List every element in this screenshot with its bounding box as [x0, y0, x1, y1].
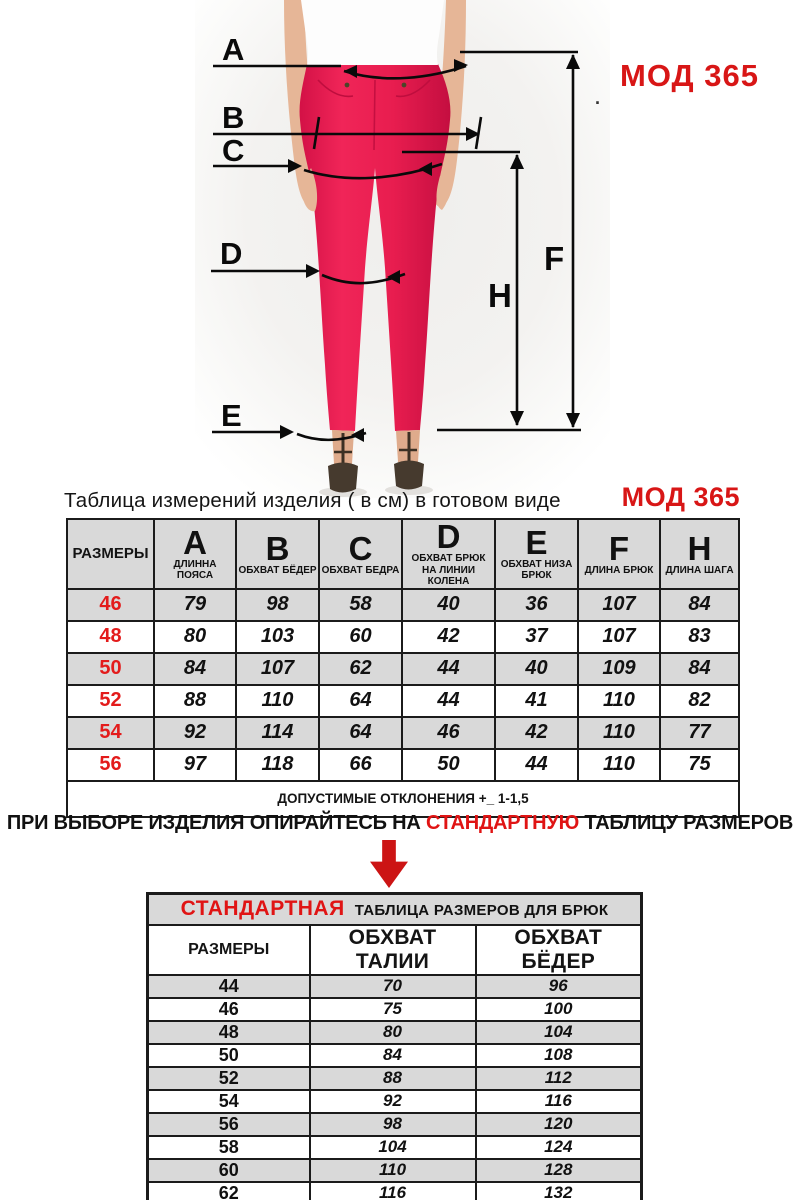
- rivet: [345, 83, 350, 88]
- waist-cell: 84: [310, 1044, 476, 1067]
- value-cell: 37: [495, 621, 578, 653]
- table-row: [148, 1021, 642, 1044]
- value-cell: 107: [236, 653, 319, 685]
- column-header-e: [495, 519, 578, 589]
- hips-cell: 120: [476, 1113, 642, 1136]
- table-row: [148, 1090, 642, 1113]
- label-a: A: [222, 32, 245, 67]
- advice-line: [0, 812, 800, 835]
- value-cell: 77: [660, 717, 739, 749]
- column-label: ОБХВАТ НИЗА БРЮК: [500, 558, 573, 582]
- column-letter: E: [525, 523, 548, 561]
- hips-cell: 116: [476, 1090, 642, 1113]
- value-cell: 109: [578, 653, 660, 685]
- size-cell: 56: [148, 1113, 310, 1136]
- table2-title-rest: ТАБЛИЦА РАЗМЕРОВ ДЛЯ БРЮК: [354, 902, 609, 920]
- column-header-d: [402, 519, 495, 589]
- advice-pre: ПРИ ВЫБОРЕ ИЗДЕЛИЯ ОПИРАЙТЕСЬ НА: [6, 812, 426, 834]
- label-e: E: [221, 398, 242, 433]
- label-d: D: [220, 236, 243, 271]
- waist-cell: 116: [310, 1182, 476, 1200]
- value-cell: 83: [660, 621, 739, 653]
- column-header-f: [578, 519, 660, 589]
- value-cell: 84: [660, 589, 739, 621]
- hips-cell: 112: [476, 1067, 642, 1090]
- column-letter: H: [687, 529, 712, 567]
- standard-sizes-table: [146, 892, 643, 1200]
- column-label: ОБХВАТ БЁДЕР: [238, 564, 317, 576]
- table2-title-row: [148, 894, 642, 925]
- hips-cell: 96: [476, 975, 642, 998]
- value-cell: 41: [495, 685, 578, 717]
- label-b: B: [222, 100, 245, 135]
- table-row: [148, 1182, 642, 1200]
- size-cell: 46: [148, 998, 310, 1021]
- table-row: [148, 1113, 642, 1136]
- value-cell: 107: [578, 621, 660, 653]
- column-label: ДЛИННА ПОЯСА: [173, 558, 217, 582]
- model-number: МОД 365: [621, 482, 740, 512]
- table-row: [148, 998, 642, 1021]
- table-row: [67, 589, 739, 621]
- hips-header: ОБХВАТ БЁДЕР: [476, 925, 642, 975]
- value-cell: 98: [236, 589, 319, 621]
- label-c: C: [222, 133, 245, 168]
- column-header-h: [660, 519, 739, 589]
- advice-highlight: СТАНДАРТНУЮ: [425, 812, 580, 834]
- garment-measurements-table: [66, 518, 740, 818]
- hips-cell: 124: [476, 1136, 642, 1159]
- hips-cell: 104: [476, 1021, 642, 1044]
- table1-titlebar: [64, 482, 740, 513]
- table2-title-cell: [148, 894, 642, 925]
- value-cell: 46: [402, 717, 495, 749]
- value-cell: 58: [319, 589, 402, 621]
- waist-cell: 70: [310, 975, 476, 998]
- size-cell: 44: [148, 975, 310, 998]
- table1-title: Таблица измерений изделия ( в см) в готовом виде: [64, 489, 561, 512]
- sizes-header: РАЗМЕРЫ: [148, 925, 310, 975]
- value-cell: 44: [402, 653, 495, 685]
- value-cell: 36: [495, 589, 578, 621]
- label-h: H: [488, 277, 512, 314]
- value-cell: 80: [154, 621, 236, 653]
- hips-cell: 100: [476, 998, 642, 1021]
- value-cell: 110: [578, 749, 660, 781]
- value-cell: 84: [154, 653, 236, 685]
- stray-dot: .: [595, 88, 601, 108]
- waist-cell: 75: [310, 998, 476, 1021]
- table-row: [67, 685, 739, 717]
- tank-top: [301, 0, 444, 65]
- pants-measurement-diagram: [0, 0, 800, 500]
- table2-header-row: [148, 925, 642, 975]
- size-cell: 48: [148, 1021, 310, 1044]
- size-cell: 50: [67, 653, 154, 685]
- table-header-row: [67, 519, 739, 589]
- table-row: [67, 653, 739, 685]
- table-row: [148, 1067, 642, 1090]
- value-cell: 107: [578, 589, 660, 621]
- value-cell: 118: [236, 749, 319, 781]
- column-letter: A: [183, 523, 207, 561]
- value-cell: 44: [402, 685, 495, 717]
- waist-cell: 88: [310, 1067, 476, 1090]
- column-label: ОБХВАТ БЕДРА: [321, 564, 400, 576]
- table-row: [67, 717, 739, 749]
- value-cell: 110: [578, 717, 660, 749]
- hips-cell: 128: [476, 1159, 642, 1182]
- down-arrow-icon: [370, 840, 408, 888]
- column-header-c: [319, 519, 402, 589]
- table2-title-highlight: СТАНДАРТНАЯ: [180, 897, 345, 921]
- waist-cell: 80: [310, 1021, 476, 1044]
- value-cell: 110: [578, 685, 660, 717]
- value-cell: 103: [236, 621, 319, 653]
- value-cell: 66: [319, 749, 402, 781]
- waist-cell: 92: [310, 1090, 476, 1113]
- size-cell: 50: [148, 1044, 310, 1067]
- column-label: ДЛИНА БРЮК: [584, 564, 654, 576]
- value-cell: 64: [319, 685, 402, 717]
- value-cell: 114: [236, 717, 319, 749]
- size-cell: 52: [148, 1067, 310, 1090]
- value-cell: 110: [236, 685, 319, 717]
- size-cell: 46: [67, 589, 154, 621]
- value-cell: 40: [495, 653, 578, 685]
- model-number: МОД 365: [620, 58, 759, 93]
- column-label: ДЛИНА ШАГА: [665, 564, 734, 576]
- size-cell: 62: [148, 1182, 310, 1200]
- value-cell: 42: [495, 717, 578, 749]
- measurement-figure: [0, 0, 800, 500]
- value-cell: 79: [154, 589, 236, 621]
- size-cell: 54: [148, 1090, 310, 1113]
- column-label: ОБХВАТ БРЮК НА ЛИНИИ КОЛЕНА: [411, 553, 486, 587]
- value-cell: 92: [154, 717, 236, 749]
- size-cell: 54: [67, 717, 154, 749]
- value-cell: 40: [402, 589, 495, 621]
- table-row: [148, 1044, 642, 1067]
- value-cell: 64: [319, 717, 402, 749]
- waist-cell: 104: [310, 1136, 476, 1159]
- column-letter: C: [348, 529, 373, 567]
- value-cell: 75: [660, 749, 739, 781]
- value-cell: 62: [319, 653, 402, 685]
- table-row: [148, 975, 642, 998]
- hips-cell: 132: [476, 1182, 642, 1200]
- value-cell: 97: [154, 749, 236, 781]
- advice-post: ТАБЛИЦУ РАЗМЕРОВ: [579, 812, 794, 834]
- size-cell: 56: [67, 749, 154, 781]
- table-row: [148, 1159, 642, 1182]
- hips-cell: 108: [476, 1044, 642, 1067]
- tolerance-note: ДОПУСТИМЫЕ ОТКЛОНЕНИЯ +_ 1-1,5: [67, 781, 739, 817]
- size-cell: 48: [67, 621, 154, 653]
- value-cell: 88: [154, 685, 236, 717]
- rivet: [402, 83, 407, 88]
- value-cell: 60: [319, 621, 402, 653]
- value-cell: 82: [660, 685, 739, 717]
- sizes-header: РАЗМЕРЫ: [67, 519, 154, 589]
- column-header-b: [236, 519, 319, 589]
- fly-seam: [374, 80, 375, 150]
- table-row: [67, 749, 739, 781]
- value-cell: 44: [495, 749, 578, 781]
- size-cell: 52: [67, 685, 154, 717]
- column-letter: B: [265, 529, 290, 567]
- value-cell: 42: [402, 621, 495, 653]
- label-f: F: [544, 240, 565, 277]
- column-letter: D: [436, 518, 461, 555]
- size-cell: 60: [148, 1159, 310, 1182]
- table-row: [148, 1136, 642, 1159]
- column-header-a: [154, 519, 236, 589]
- waist-cell: 110: [310, 1159, 476, 1182]
- size-cell: 58: [148, 1136, 310, 1159]
- waist-cell: 98: [310, 1113, 476, 1136]
- waist-header: ОБХВАТ ТАЛИИ: [310, 925, 476, 975]
- column-letter: F: [608, 529, 630, 567]
- value-cell: 84: [660, 653, 739, 685]
- table-row: [67, 621, 739, 653]
- value-cell: 50: [402, 749, 495, 781]
